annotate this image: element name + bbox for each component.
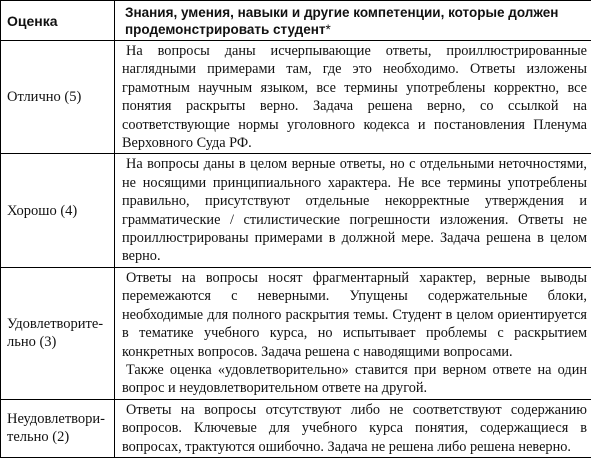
header-row	[1, 1, 591, 41]
table-row	[1, 267, 591, 399]
table-row	[1, 399, 591, 457]
grade-excellent: Отлично (5)	[1, 41, 115, 154]
grade-good: Хорошо (4)	[1, 154, 115, 267]
description-paragraph: Также оценка «удовлетворительно» ставится при верном ответе на один вопрос и неудовлетворительном ответе на другой.	[122, 361, 587, 398]
description-paragraph: Ответы на вопросы отсутствуют либо не соответствуют содержанию вопросов. Ключевые для учебного курса понятия, содержащиеся в вопросах, трактуются ошибочно. Задача не решена либо решена неверно.	[122, 401, 587, 456]
grade-unsatisfactory: Неудовлетвори-тельно (2)	[1, 399, 115, 457]
description-paragraph: На вопросы даны в целом верные ответы, но с отдельными неточностями, не носящими принципиального характера. Не все термины употреблены правильно, присутствуют отдельные некорректные утверждения и грамматические / стилистические погрешности изложения. Ответы не проиллюстрированы примерами в должной мере. Задача решена в целом верно.	[122, 155, 587, 265]
table-row	[1, 41, 591, 154]
grade-satisfactory: Удовлетворите-льно (3)	[1, 267, 115, 399]
footnote-mark: *	[326, 22, 331, 37]
description-excellent	[115, 41, 591, 154]
description-paragraph: Ответы на вопросы носят фрагментарный характер, верные выводы перемежаются с неверными. Упущены содержательные блоки, необходимые для полного раскрытия темы. Студент в целом ориентируется в тематике учебного курса, но испытывает проблемы с раскрытием конкретных вопросов. Задача решена с наводящими вопросами.	[122, 269, 587, 361]
description-good	[115, 154, 591, 267]
description-unsatisfactory	[115, 399, 591, 457]
header-description-text: Знания, умения, навыки и другие компетенции, которые должен продемонстрировать студент	[125, 5, 558, 37]
header-grade-cell: Оценка	[1, 1, 115, 41]
header-description-cell	[115, 1, 591, 41]
description-satisfactory	[115, 267, 591, 399]
table-row	[1, 154, 591, 267]
description-paragraph: На вопросы даны исчерпывающие ответы, проиллюстрированные наглядными примерами там, где это необходимо. Ответы изложены грамотным научным языком, все термины употреблены корректно, все понятия раскрыты верно. Задача решена верно, со ссылкой на соответствующие нормы уголовного кодекса и постановления Пленума Верховного Суда РФ.	[122, 42, 587, 152]
